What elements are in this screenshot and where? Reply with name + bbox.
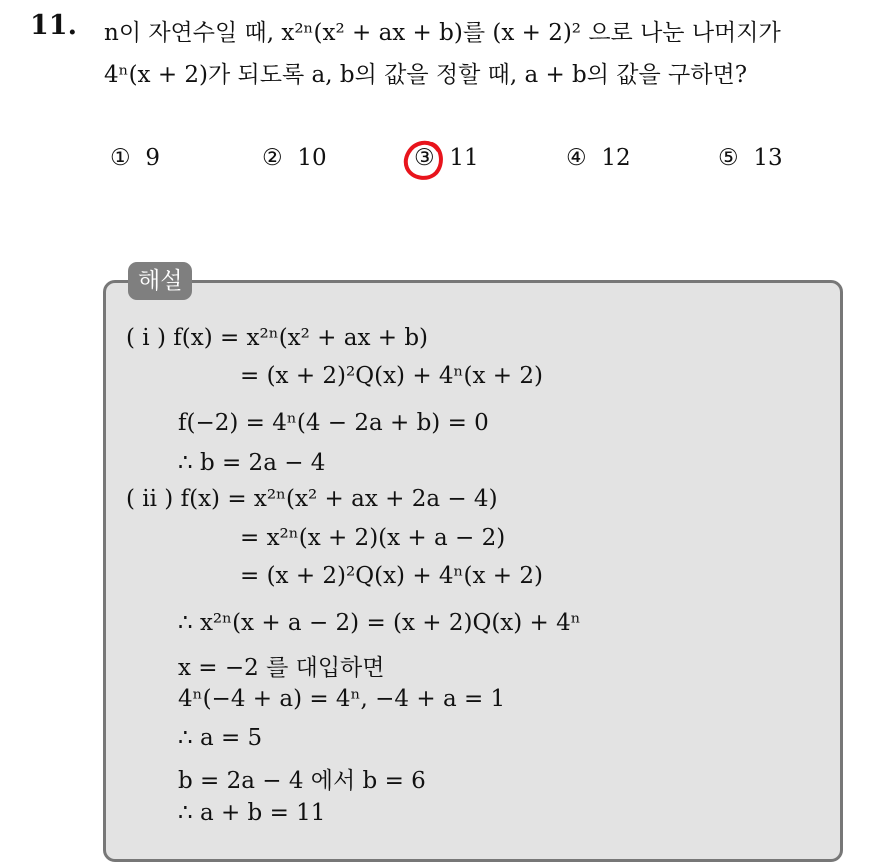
solution-line-12: b = 2a − 4 에서 b = 6 [178, 768, 426, 794]
solution-line-3: f(−2) = 4ⁿ(4 − 2a + b) = 0 [178, 410, 489, 436]
choice-2-value: 10 [297, 145, 327, 171]
choice-1[interactable] [110, 145, 160, 171]
question-text-line-1: n이 자연수일 때, x²ⁿ(x² + ax + b)를 (x + 2)² 으로 나눈 나머지가 [104, 20, 781, 46]
solution-line-2: = (x + 2)²Q(x) + 4ⁿ(x + 2) [240, 363, 543, 389]
choice-3-value: 11 [449, 145, 479, 171]
solution-line-5: ( ii ) f(x) = x²ⁿ(x² + ax + 2a − 4) [126, 486, 498, 512]
choice-5-number: ⑤ [718, 145, 739, 171]
choice-4-value: 12 [601, 145, 631, 171]
choice-3-number: ③ [414, 145, 435, 171]
choice-5-value: 13 [753, 145, 783, 171]
solution-line-1: ( i ) f(x) = x²ⁿ(x² + ax + b) [126, 325, 429, 351]
question-text-line-2: 4ⁿ(x + 2)가 되도록 a, b의 값을 정할 때, a + b의 값을 구하면? [104, 62, 748, 88]
choice-1-number: ① [110, 145, 131, 171]
solution-line-11: ∴ a = 5 [178, 725, 263, 751]
solution-line-10: 4ⁿ(−4 + a) = 4ⁿ, −4 + a = 1 [178, 686, 506, 712]
choice-4[interactable] [566, 145, 631, 171]
choice-5[interactable] [718, 145, 783, 171]
choice-2-number: ② [262, 145, 283, 171]
solution-line-7: = (x + 2)²Q(x) + 4ⁿ(x + 2) [240, 563, 543, 589]
solution-line-8: ∴ x²ⁿ(x + a − 2) = (x + 2)Q(x) + 4ⁿ [178, 610, 581, 636]
solution-line-13: ∴ a + b = 11 [178, 800, 326, 826]
choice-4-number: ④ [566, 145, 587, 171]
choice-2[interactable] [262, 145, 327, 171]
solution-line-6: = x²ⁿ(x + 2)(x + a − 2) [240, 525, 506, 551]
question-number: 11. [30, 10, 77, 41]
choice-1-value: 9 [145, 145, 160, 171]
solution-line-4: ∴ b = 2a − 4 [178, 450, 326, 476]
solution-tag: 해설 [128, 262, 192, 300]
answer-mark-circle-icon [402, 138, 446, 182]
solution-line-9: x = −2 를 대입하면 [178, 655, 385, 681]
